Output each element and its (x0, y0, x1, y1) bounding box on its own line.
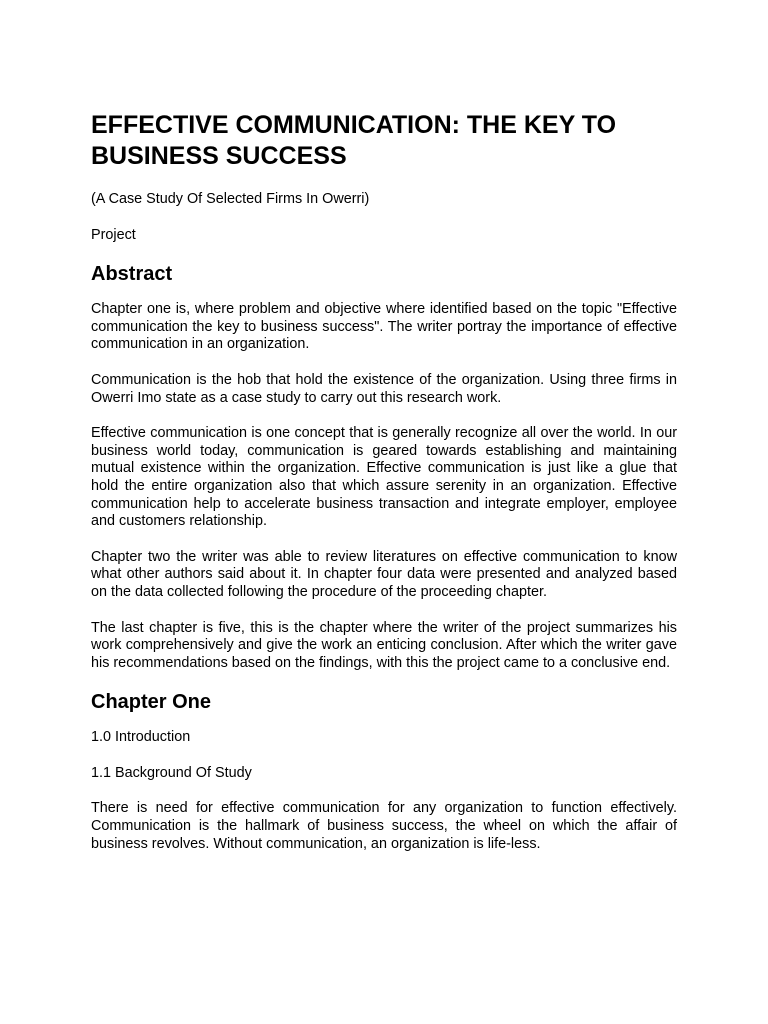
introduction-label: 1.0 Introduction (91, 729, 191, 746)
document-type-label: Project (91, 226, 136, 243)
document-subtitle: (A Case Study Of Selected Firms In Owerri) (91, 191, 370, 207)
abstract-paragraph: The last chapter is five, this is the chapter where the writer of the project summarizes his work comprehensively and give the work an enticing conclusion. After which the writer gave his recommendations based on the findings, with this the project came to a conclusive end. (91, 619, 677, 671)
document-title: EFFECTIVE COMMUNICATION: THE KEY TO BUSINESS SUCCESS (91, 111, 617, 170)
abstract-paragraph: Chapter two the writer was able to review literatures on effective communication to know what other authors said about it. In chapter four data were presented and analyzed based on the data collected following the procedure of the proceeding chapter. (91, 548, 677, 600)
document-page (91, 110, 677, 871)
abstract-paragraph: Chapter one is, where problem and objective where identified based on the topic "Effective communication the key to business success". The writer portray the importance of effective communication in an organization. (91, 301, 677, 353)
abstract-heading: Abstract (91, 263, 173, 286)
abstract-paragraph: Communication is the hob that hold the existence of the organization. Using three firms in Owerri Imo state as a case study to carry out this research work. (91, 371, 677, 406)
chapter-one-heading: Chapter One (91, 691, 212, 714)
background-heading: 1.1 Background Of Study (91, 764, 252, 781)
chapter-one-paragraph: There is need for effective communication for any organization to function effectively. Communication is the hallmark of business success, the wheel on which the affair of business revolves. Without communication, an organization is life-less. (91, 800, 677, 852)
abstract-paragraph: Effective communication is one concept that is generally recognize all over the world. In our business world today, communication is geared towards establishing and maintaining mutual existence within the organization. Effective communication is just like a glue that hold the entire organization also that which assure serenity in an organization. Effective communication help to accelerate business transaction and integrate employer, employee and customers relationship. (91, 425, 677, 530)
